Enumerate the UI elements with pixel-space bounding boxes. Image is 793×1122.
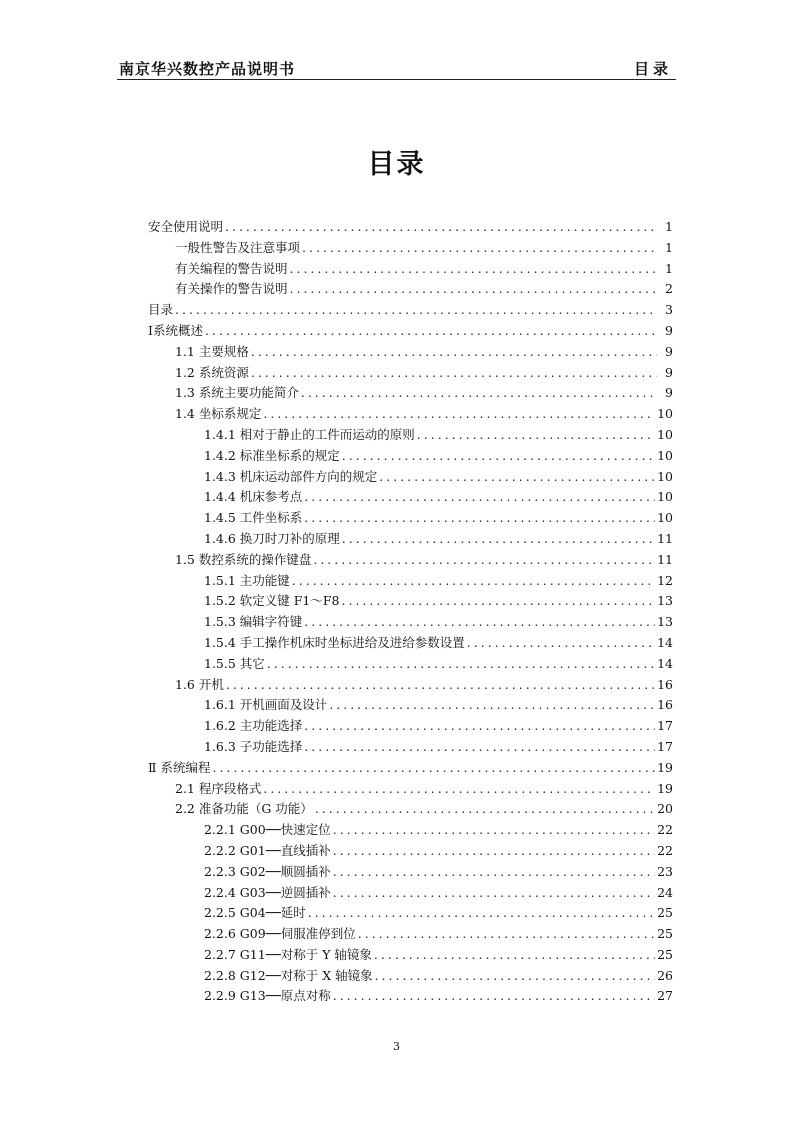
toc-entry-title: 1.6.3 子功能选择 — [204, 738, 303, 754]
toc-dot-leader — [225, 217, 657, 238]
toc-entry-page: 19 — [657, 759, 673, 775]
toc-dot-leader — [374, 945, 655, 966]
toc-dot-leader — [333, 986, 655, 1007]
toc-entry[interactable] — [148, 675, 673, 696]
toc-entry-page: 10 — [657, 489, 673, 505]
toc-dot-leader — [342, 529, 655, 550]
toc-dot-leader — [304, 487, 655, 508]
toc-dot-leader — [333, 883, 655, 904]
toc-entry[interactable] — [148, 841, 673, 862]
toc-entry[interactable] — [148, 529, 673, 550]
toc-dot-leader — [342, 446, 655, 467]
toc-entry-page: 9 — [665, 322, 673, 338]
toc-entry[interactable] — [148, 779, 673, 800]
toc-entry[interactable] — [148, 945, 673, 966]
toc-dot-leader — [308, 903, 655, 924]
toc-entry-page: 17 — [657, 718, 673, 734]
toc-entry-page: 16 — [657, 676, 673, 692]
toc-entry-title: 2.2.7 G11──对称于 Y 轴镜象 — [204, 946, 372, 962]
toc-entry[interactable] — [148, 321, 673, 342]
toc-entry[interactable] — [148, 571, 673, 592]
toc-entry-title: 1.4.6 换刀时刀补的原理 — [204, 530, 340, 546]
toc-entry-title: 1.4.2 标准坐标系的规定 — [204, 447, 340, 463]
toc-entry[interactable] — [148, 903, 673, 924]
toc-entry-page: 16 — [657, 697, 673, 713]
toc-dot-leader — [301, 383, 657, 404]
toc-dot-leader — [315, 799, 655, 820]
toc-entry[interactable] — [148, 986, 673, 1007]
toc-entry-page: 10 — [657, 406, 673, 422]
toc-dot-leader — [304, 737, 655, 758]
toc-entry-page: 1 — [665, 239, 673, 255]
toc-entry-page: 25 — [657, 946, 673, 962]
toc-entry[interactable] — [148, 446, 673, 467]
header-rule — [117, 79, 676, 80]
header-section-title: 目录 — [633, 60, 672, 78]
toc-dot-leader — [333, 862, 655, 883]
toc-entry[interactable] — [148, 758, 673, 779]
toc-dot-leader — [304, 508, 655, 529]
toc-entry-page: 11 — [657, 530, 673, 546]
toc-dot-leader — [379, 467, 655, 488]
toc-dot-leader — [205, 321, 657, 342]
toc-entry-page: 10 — [657, 426, 673, 442]
toc-entry-title: 1.6.2 主功能选择 — [204, 718, 303, 734]
toc-entry-page: 13 — [657, 614, 673, 630]
toc-entry-title: Ⅱ 系统编程 — [148, 759, 211, 775]
toc-dot-leader — [333, 841, 655, 862]
toc-entry-title: 一般性警告及注意事项 — [175, 239, 301, 255]
toc-entry-page: 13 — [657, 593, 673, 609]
toc-entry-title: 2.2.3 G02──顺圆插补 — [204, 863, 331, 879]
toc-entry-page: 12 — [657, 572, 673, 588]
toc-entry-title: 1.2 系统资源 — [175, 364, 249, 380]
toc-entry-title: 有关操作的警告说明 — [175, 281, 288, 297]
toc-entry-page: 9 — [665, 364, 673, 380]
toc-entry[interactable] — [148, 238, 673, 259]
toc-entry[interactable] — [148, 862, 673, 883]
toc-dot-leader — [267, 654, 655, 675]
toc-entry-title: 1.4.4 机床参考点 — [204, 489, 303, 505]
toc-dot-leader — [263, 404, 655, 425]
toc-entry-page: 10 — [657, 510, 673, 526]
toc-entry-page: 25 — [657, 926, 673, 942]
toc-entry-title: 安全使用说明 — [148, 219, 224, 234]
toc-entry-page: 17 — [657, 738, 673, 754]
toc-dot-leader — [417, 425, 655, 446]
toc-entry[interactable] — [148, 883, 673, 904]
toc-entry-page: 10 — [657, 447, 673, 463]
toc-dot-leader — [175, 300, 657, 321]
toc-entry[interactable] — [148, 716, 673, 737]
toc-entry-title: 2.2.4 G03──逆圆插补 — [204, 884, 331, 900]
toc-entry-title: 1.5.1 主功能键 — [204, 572, 290, 588]
toc-entry-page: 1 — [665, 260, 673, 276]
toc-entry-title: 1.6.1 开机画面及设计 — [204, 697, 328, 713]
toc-entry-title: 1.1 主要规格 — [175, 343, 249, 359]
toc-entry-page: 14 — [657, 655, 673, 671]
toc-entry-page: 3 — [665, 302, 673, 318]
toc-entry-title: 1.4.1 相对于静止的工件而运动的原则 — [204, 426, 415, 442]
toc-dot-leader — [358, 924, 655, 945]
toc-entry-page: 14 — [657, 634, 673, 650]
toc-dot-leader — [302, 238, 657, 259]
toc-entry[interactable] — [148, 300, 673, 321]
table-of-contents — [148, 217, 673, 1007]
toc-entry[interactable] — [148, 737, 673, 758]
toc-entry-title: 目录 — [148, 302, 174, 318]
toc-entry-title: 2.2.5 G04──延时 — [204, 905, 306, 921]
toc-dot-leader — [292, 571, 655, 592]
page-header — [117, 56, 676, 80]
toc-entry-page: 10 — [657, 468, 673, 484]
toc-entry[interactable] — [148, 799, 673, 820]
toc-entry[interactable] — [148, 259, 673, 280]
toc-dot-leader — [333, 820, 655, 841]
toc-entry-title: 1.5.5 其它 — [204, 655, 265, 671]
toc-entry-title: 2.2.8 G12──对称于 X 轴镜象 — [204, 967, 373, 983]
toc-entry[interactable] — [148, 633, 673, 654]
toc-entry-page: 2 — [665, 281, 673, 297]
toc-entry-page: 9 — [665, 343, 673, 359]
toc-dot-leader — [226, 675, 655, 696]
toc-entry-title: 2.2 准备功能（G 功能） — [175, 801, 313, 817]
toc-dot-leader — [290, 259, 657, 280]
toc-entry[interactable] — [148, 279, 673, 300]
toc-entry-title: 2.2.9 G13──原点对称 — [204, 988, 331, 1004]
toc-entry-title: 1.4 坐标系规定 — [175, 406, 262, 422]
toc-entry-title: 有关编程的警告说明 — [175, 260, 288, 276]
toc-dot-leader — [251, 363, 657, 384]
toc-dot-leader — [313, 550, 655, 571]
toc-entry-title: 1.4.5 工件坐标系 — [204, 510, 303, 526]
toc-entry-page: 9 — [665, 385, 673, 401]
toc-entry[interactable] — [148, 404, 673, 425]
toc-entry[interactable] — [148, 550, 673, 571]
toc-entry[interactable] — [148, 217, 673, 238]
toc-entry[interactable] — [148, 425, 673, 446]
toc-dot-leader — [304, 612, 655, 633]
toc-entry-title: 1.5 数控系统的操作键盘 — [175, 551, 312, 567]
toc-dot-leader — [263, 779, 655, 800]
toc-entry-page: 11 — [657, 551, 673, 567]
toc-entry[interactable] — [148, 467, 673, 488]
toc-entry-page: 1 — [665, 219, 673, 234]
toc-entry-page: 23 — [657, 863, 673, 879]
toc-entry-page: 27 — [657, 988, 673, 1004]
toc-entry[interactable] — [148, 654, 673, 675]
toc-entry-title: 1.5.2 软定义键 F1～F8 — [204, 593, 340, 609]
toc-dot-leader — [212, 758, 655, 779]
toc-entry[interactable] — [148, 966, 673, 987]
toc-entry-title: 1.3 系统主要功能简介 — [175, 385, 299, 401]
toc-entry[interactable] — [148, 487, 673, 508]
toc-entry-page: 24 — [657, 884, 673, 900]
toc-entry-title: 2.2.6 G09──伺服准停到位 — [204, 926, 356, 942]
toc-entry-page: 22 — [657, 822, 673, 838]
toc-entry[interactable] — [148, 363, 673, 384]
toc-dot-leader — [467, 633, 655, 654]
toc-entry-title: 1.5.4 手工操作机床时坐标进给及进给参数设置 — [204, 634, 465, 650]
toc-entry-title: 2.2.1 G00──快速定位 — [204, 822, 331, 838]
toc-entry-title: Ⅰ系统概述 — [148, 322, 203, 338]
toc-entry[interactable] — [148, 383, 673, 404]
toc-entry[interactable] — [148, 508, 673, 529]
toc-entry[interactable] — [148, 695, 673, 716]
toc-dot-leader — [251, 342, 657, 363]
toc-entry-title: 2.2.2 G01──直线插补 — [204, 842, 331, 858]
toc-entry-page: 26 — [657, 967, 673, 983]
toc-entry-page: 19 — [657, 780, 673, 796]
page-title: 目录 — [367, 149, 426, 180]
toc-entry-title: 1.6 开机 — [175, 676, 224, 692]
toc-entry-title: 1.5.3 编辑字符键 — [204, 614, 303, 630]
toc-entry-page: 20 — [657, 801, 673, 817]
header-document-title: 南京华兴数控产品说明书 — [119, 60, 296, 78]
toc-entry-page: 25 — [657, 905, 673, 921]
toc-entry-title: 1.4.3 机床运动部件方向的规定 — [204, 468, 378, 484]
toc-dot-leader — [304, 716, 655, 737]
toc-entry[interactable] — [148, 612, 673, 633]
toc-entry-page: 22 — [657, 842, 673, 858]
toc-dot-leader — [342, 591, 656, 612]
toc-entry-title: 2.1 程序段格式 — [175, 780, 262, 796]
toc-dot-leader — [375, 966, 656, 987]
toc-entry[interactable] — [148, 591, 673, 612]
page-number: 3 — [393, 1040, 400, 1053]
toc-entry[interactable] — [148, 342, 673, 363]
toc-dot-leader — [329, 695, 655, 716]
toc-entry[interactable] — [148, 820, 673, 841]
toc-entry[interactable] — [148, 924, 673, 945]
toc-dot-leader — [290, 279, 657, 300]
